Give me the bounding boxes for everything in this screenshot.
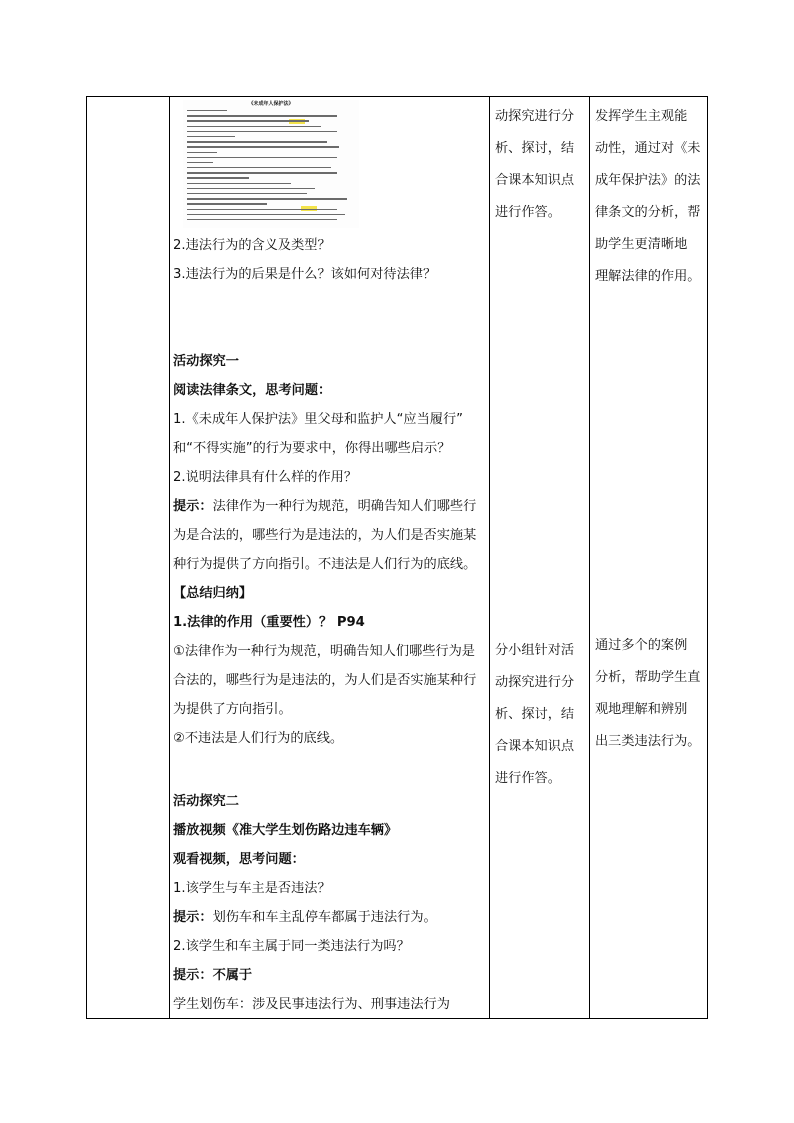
tip-1: 提示：法律作为一种行为规范，明确告知人们哪些行: [173, 499, 477, 514]
activity-1-title: 活动探究一: [173, 354, 239, 369]
lesson-table: [86, 96, 708, 1019]
activity-2-tip-1: 提示：划伤车和车主乱停车都属于违法行为。: [173, 910, 437, 925]
activity-1-question-2: 2.说明法律具有什么样的作用？: [173, 470, 358, 485]
student-activity-block-1: 动探究进行分 析、探讨，结 合课本知识点 进行作答。: [495, 109, 575, 220]
activity-2-question-1: 1.该学生与车主是否违法？: [173, 881, 331, 896]
activity-1-question-1: 1.《未成年人保护法》里父母和监护人“应当履行”: [173, 412, 463, 427]
activity-2-question-2: 2.该学生和车主属于同一类违法行为吗？: [173, 939, 410, 954]
question-2: 2.违法行为的含义及类型？: [173, 238, 331, 253]
activity-2-task: 观看视频，思考问题：: [173, 852, 305, 867]
activity-2-last-line: 学生划伤车：涉及民事违法行为、刑事违法行为: [173, 997, 450, 1012]
activity-2-video: 播放视频《准大学生划伤路边违车辆》: [173, 823, 398, 838]
design-intent-block-2: 通过多个的案例 分析，帮助学生直 观地理解和辨别 出三类违法行为。: [595, 638, 701, 749]
law-text-image: [183, 100, 359, 228]
activity-1-question-1-cont: 和“不得实施”的行为要求中，你得出哪些启示？: [173, 441, 451, 456]
question-3: 3.违法行为的后果是什么？该如何对待法律？: [173, 267, 437, 282]
summary-point-1: ①法律作为一种行为规范，明确告知人们哪些行为是: [173, 644, 475, 659]
design-intent-block-1: 发挥学生主观能 动性，通过对《未 成年保护法》的法 律条文的分析，帮 助学生更清晰地 理解法律的作用。: [595, 109, 701, 284]
teacher-activity-column: [169, 231, 491, 289]
summary-point-1-cont: 为提供了方向指引。: [173, 702, 292, 717]
summary-point-2: ②不违法是人们行为的底线。: [173, 731, 344, 746]
activity-1-task: 阅读法律条文，思考问题：: [173, 383, 332, 398]
summary-title: 【总结归纳】: [173, 586, 253, 601]
summary-point-1-cont: 合法的，哪些行为是违法的，为人们是否实施某种行: [173, 673, 477, 688]
summary-heading: 1.法律的作用（重要性）？ P94: [173, 615, 365, 630]
student-activity-block-2: 分小组针对活 动探究进行分 析、探讨，结 合课本知识点 进行作答。: [495, 643, 575, 786]
activity-1-section: [169, 347, 491, 753]
activity-2-title: 活动探究二: [173, 794, 239, 809]
column-divider: [589, 97, 590, 1018]
tip-1-cont: 种行为提供了方向指引。不违法是人们行为的底线。: [173, 557, 477, 572]
activity-2-tip-2: 提示：不属于: [173, 968, 253, 983]
tip-1-cont: 为是合法的，哪些行为是违法的，为人们是否实施某: [173, 528, 477, 543]
tip-label: 提示：: [173, 499, 213, 514]
law-image-title: 《未成年人保护法》: [248, 101, 294, 107]
activity-2-section: [169, 787, 491, 1019]
